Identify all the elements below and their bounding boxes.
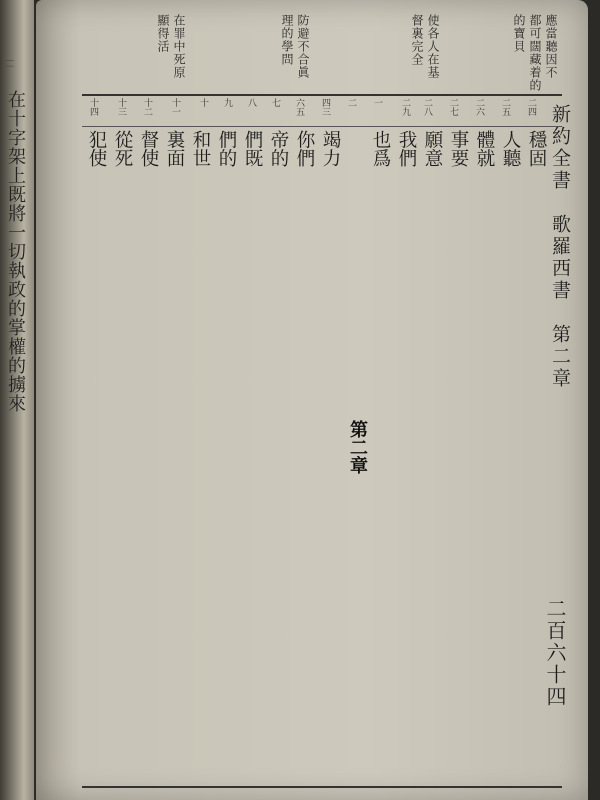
top-note: 都可闊藏着的 [528,14,542,92]
chapter-label: 第二章 [347,420,368,474]
top-note: 防避不合眞 [296,14,310,79]
text-column: 督使 [138,130,159,167]
text-column: 和世 [190,130,211,167]
text-column: 犯使 [86,130,107,167]
text-column: 們的 [216,130,237,167]
verse-number: 六五 [294,98,304,116]
verse-number: 二 [346,98,356,107]
top-note: 督裏完全 [410,14,424,66]
verse-number: 二七 [448,98,458,116]
page-number: 二百六十四 [543,598,567,708]
header-chapter: 第二章 [549,324,571,390]
text-column: 事要 [448,130,469,167]
left-page-text: 在十字架上既將一切執政的掌權的擄來 [5,90,26,413]
header-epistle: 歌羅西書 [549,214,571,302]
verse-number: 十二 [142,98,152,116]
text-column: 願意 [422,130,443,167]
text-column: 我們 [396,130,417,167]
verse-number: 七 [270,98,280,107]
verse-number: 二五 [500,98,510,116]
top-note: 理的學問 [280,14,294,66]
header-book: 新約全書 [549,104,571,192]
verse-number: 十 [198,98,208,107]
verse-number: 九 [222,98,232,107]
text-column: 從死 [112,130,133,167]
top-note: 顯得活 [156,14,170,53]
verse-number: 十一 [170,98,180,116]
verse-number: 二六 [474,98,484,116]
text-column: 們既 [242,130,263,167]
verse-number: 二九 [400,98,410,116]
text-body [82,130,562,780]
top-note: 使各人在基 [426,14,440,79]
text-column: 竭力 [320,130,341,167]
text-column: 帝的 [268,130,289,167]
top-note: 在罪中死原 [172,14,186,79]
verse-number: 二八 [422,98,432,116]
text-column: 你們 [294,130,315,167]
text-column: 人聽 [500,130,521,167]
top-notes [96,14,556,94]
left-page-small-text: ᛁᛁ [4,58,14,69]
top-note: 應當聽因不 [544,14,558,79]
text-column: 穩固 [526,130,547,167]
verse-number-row [82,96,562,127]
verse-number: 十三 [116,98,126,116]
verse-number: 四三 [320,98,330,116]
left-page-edge [0,0,34,800]
book-page [36,0,588,800]
verse-number: 十四 [88,98,98,116]
top-note: 的寶貝 [512,14,526,53]
verse-number: 一 [372,98,382,107]
text-frame [82,94,562,788]
text-column: 裏面 [164,130,185,167]
verse-number: 八 [246,98,256,107]
text-column: 體就 [474,130,495,167]
verse-number: 二四 [526,98,536,116]
text-column: 也爲 [370,130,391,167]
